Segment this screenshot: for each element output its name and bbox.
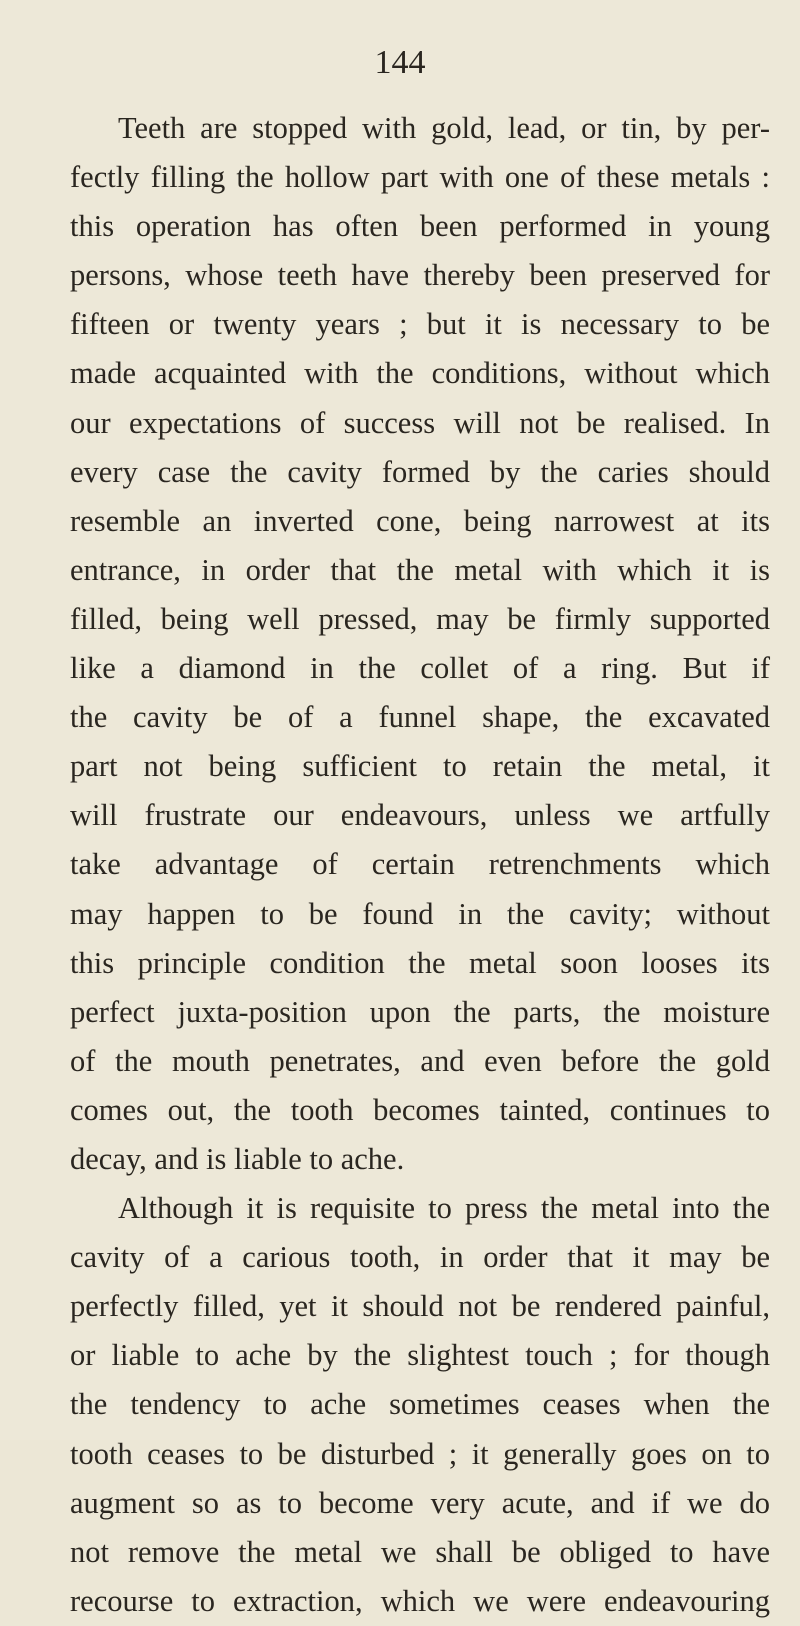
text-line: augment so as to become very acute, and if we do bbox=[70, 1485, 770, 1520]
text-line: like a diamond in the collet of a ring. But if bbox=[70, 651, 770, 686]
text-line: the tendency to ache sometimes ceases when the bbox=[70, 1387, 770, 1422]
text-line: the cavity be of a funnel shape, the excavated bbox=[70, 700, 770, 735]
text-line: entrance, in order that the metal with which it is bbox=[70, 552, 770, 587]
text-line: part not being sufficient to retain the metal, it bbox=[70, 749, 770, 784]
page-number: 144 bbox=[374, 44, 426, 81]
text-line: perfectly filled, yet it should not be rendered painful, bbox=[70, 1289, 770, 1324]
text-line: not remove the metal we shall be obliged to have bbox=[70, 1534, 770, 1569]
text-line: this operation has often been performed in young bbox=[70, 209, 770, 244]
text-line: may happen to be found in the cavity; without bbox=[70, 896, 770, 931]
text-line: Although it is requisite to press the metal into the bbox=[118, 1191, 770, 1226]
text-line: tooth ceases to be disturbed ; it generally goes on to bbox=[70, 1436, 770, 1471]
text-line: persons, whose teeth have thereby been preserved for bbox=[70, 258, 770, 293]
text-line: or liable to ache by the slightest touch ; for though bbox=[70, 1338, 770, 1373]
text-line: resemble an inverted cone, being narrowest at its bbox=[70, 503, 770, 538]
text-line: Teeth are stopped with gold, lead, or tin, by per- bbox=[118, 111, 770, 145]
text-line: recourse to extraction, which we were endeavouring bbox=[70, 1583, 770, 1618]
text-line: of the mouth penetrates, and even before the gold bbox=[70, 1043, 770, 1078]
body-text bbox=[70, 104, 770, 1626]
text-line: take advantage of certain retrenchments which bbox=[70, 847, 770, 882]
text-line: cavity of a carious tooth, in order that it may be bbox=[70, 1240, 770, 1275]
text-line: this principle condition the metal soon looses its bbox=[70, 945, 770, 980]
text-line: fectly filling the hollow part with one of these metals : bbox=[70, 160, 770, 195]
text-line: comes out, the tooth becomes tainted, continues to bbox=[70, 1092, 770, 1127]
text-line: filled, being well pressed, may be firmly supported bbox=[70, 601, 770, 636]
text-line: fifteen or twenty years ; but it is necessary to be bbox=[70, 307, 770, 342]
text-line: decay, and is liable to ache. bbox=[70, 1141, 405, 1176]
text-line: will frustrate our endeavours, unless we artfully bbox=[70, 798, 770, 833]
text-line: our expectations of success will not be realised. In bbox=[70, 405, 770, 440]
text-line: perfect juxta-position upon the parts, the moisture bbox=[70, 994, 770, 1029]
text-line: every case the cavity formed by the caries should bbox=[70, 454, 770, 489]
text-line: made acquainted with the conditions, without which bbox=[70, 356, 770, 391]
